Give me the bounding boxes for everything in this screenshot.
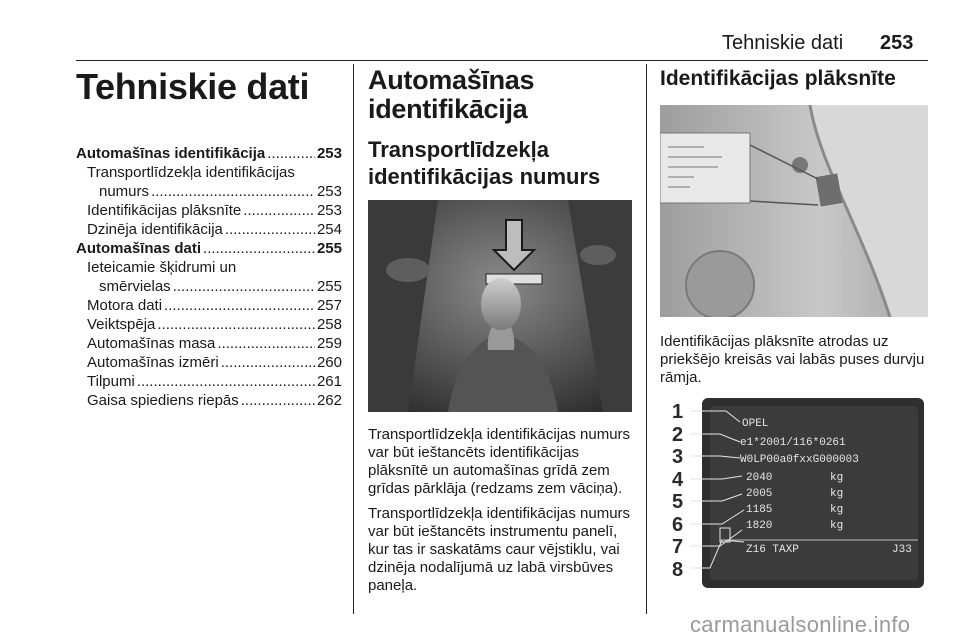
toc-entry-text: smērvielas bbox=[99, 278, 171, 295]
toc-entry-text: Motora dati bbox=[87, 297, 163, 314]
toc-entry-text: Gaisa spiediens riepās bbox=[87, 392, 239, 409]
plate-unit: kg bbox=[830, 520, 844, 532]
toc-entry[interactable] bbox=[76, 334, 342, 353]
toc-entry-text: Ieteicamie šķidrumi un bbox=[87, 259, 237, 276]
plate-unit: kg bbox=[830, 488, 844, 500]
plate-description: Identifikācijas plāksnīte atrodas uz priekšējo kreisās vai labās puses durvju rāmja. bbox=[660, 333, 925, 386]
plate-approval-number: e1*2001/116*0261 bbox=[740, 437, 846, 449]
page-number: 253 bbox=[880, 32, 914, 54]
toc-entry-page: 254 bbox=[316, 221, 342, 238]
callout-7: 7 bbox=[672, 536, 684, 558]
toc-entry-page: 253 bbox=[316, 202, 342, 219]
toc-entry-page: 257 bbox=[316, 297, 342, 314]
callout-3: 3 bbox=[672, 446, 684, 468]
plate-brand: OPEL bbox=[742, 418, 769, 430]
toc-entry[interactable] bbox=[76, 201, 342, 220]
vin-description bbox=[368, 426, 632, 595]
toc-entry[interactable] bbox=[76, 391, 342, 410]
toc-entry-page: 255 bbox=[316, 278, 342, 295]
toc-entry-text: Automašīnas masa bbox=[87, 335, 216, 352]
toc-entry-page: 262 bbox=[316, 392, 342, 409]
paragraph: Transportlīdzekļa identifikācijas numurs var būt ieštancēts instrumentu panelī, kur tas ir saskatāms caur vējstiklu, vai dzinēja nodalījumā uz labā virsbūves paneļa. bbox=[368, 505, 631, 594]
gear-lever-vin-photo bbox=[368, 200, 632, 412]
callout-2: 2 bbox=[672, 424, 684, 446]
toc-entry-page: 253 bbox=[316, 183, 342, 200]
toc-entry-text: Veiktspēja bbox=[87, 316, 156, 333]
section-title: Automašīnas identifikācija bbox=[368, 65, 535, 124]
toc-entry-page: 255 bbox=[316, 240, 342, 257]
toc-entry[interactable] bbox=[76, 220, 342, 239]
toc-entry-page: 259 bbox=[316, 335, 342, 352]
callout-1: 1 bbox=[672, 401, 684, 423]
running-header-title: Tehniskie dati bbox=[722, 32, 844, 54]
id-plate-diagram bbox=[660, 390, 928, 595]
paragraph: Transportlīdzekļa identifikācijas numurs var būt ieštancēts identifikācijas plāksnītē un automašīnas grīdā zem grīdas pārklāja (redzams zem vāciņa). bbox=[368, 426, 631, 497]
callout-6: 6 bbox=[672, 514, 684, 536]
plate-weight-3: 1185 bbox=[746, 504, 773, 516]
callout-5: 5 bbox=[672, 491, 684, 513]
subsection-title: Transportlīdzekļa identifikācijas numurs bbox=[368, 137, 601, 189]
toc-entry[interactable] bbox=[76, 315, 342, 334]
plate-unit: kg bbox=[830, 504, 844, 516]
plate-weight-2: 2005 bbox=[746, 488, 773, 500]
source-watermark[interactable]: carmanualsonline.info bbox=[690, 612, 911, 637]
plate-extra-code: J33 bbox=[892, 544, 912, 556]
toc-entry[interactable] bbox=[76, 144, 342, 163]
toc-entry[interactable] bbox=[76, 296, 342, 315]
toc-entry-text: Dzinēja identifikācija bbox=[87, 221, 223, 238]
toc-entry[interactable] bbox=[76, 372, 342, 391]
toc-entry[interactable] bbox=[76, 353, 342, 372]
toc-entry-page: 258 bbox=[316, 316, 342, 333]
toc-entry-text: Tilpumi bbox=[87, 373, 135, 390]
toc-entry-page: 261 bbox=[316, 373, 342, 390]
toc-entry[interactable] bbox=[76, 239, 342, 258]
toc-entry-page: 260 bbox=[316, 354, 342, 371]
door-pillar-plate-photo bbox=[660, 105, 928, 317]
toc-entry[interactable] bbox=[76, 258, 342, 277]
toc-entry-text: Automašīnas dati bbox=[76, 240, 202, 257]
toc-entry[interactable] bbox=[76, 277, 342, 296]
toc-entry-text: Automašīnas identifikācija bbox=[76, 145, 266, 162]
toc-entry-text: Automašīnas izmēri bbox=[87, 354, 219, 371]
toc-entry[interactable] bbox=[76, 163, 342, 182]
toc-entry-text: numurs bbox=[99, 183, 150, 200]
plate-vin: W0LP00a0fxxG000003 bbox=[740, 454, 859, 466]
column-divider-1 bbox=[353, 64, 354, 614]
toc-entry[interactable] bbox=[76, 182, 342, 201]
plate-engine-code: Z16 TAXP bbox=[746, 544, 799, 556]
section-title: Identifikācijas plāksnīte bbox=[660, 67, 896, 90]
toc-entry-page: 253 bbox=[316, 145, 342, 162]
toc-entry-text: Transportlīdzekļa identifikācijas bbox=[87, 164, 295, 181]
plate-weight-1: 2040 bbox=[746, 472, 773, 484]
callout-4: 4 bbox=[672, 469, 684, 491]
chapter-title: Tehniskie dati bbox=[76, 66, 310, 107]
table-of-contents bbox=[76, 144, 342, 410]
column-divider-2 bbox=[646, 64, 647, 614]
header-rule bbox=[76, 60, 928, 61]
toc-entry-text: Identifikācijas plāksnīte bbox=[87, 202, 242, 219]
chapter-contents-column bbox=[76, 64, 342, 410]
plate-unit: kg bbox=[830, 472, 844, 484]
plate-weight-4: 1820 bbox=[746, 520, 773, 532]
id-plate-column bbox=[660, 64, 928, 387]
callout-8: 8 bbox=[672, 559, 684, 581]
vehicle-identification-column bbox=[368, 64, 632, 602]
